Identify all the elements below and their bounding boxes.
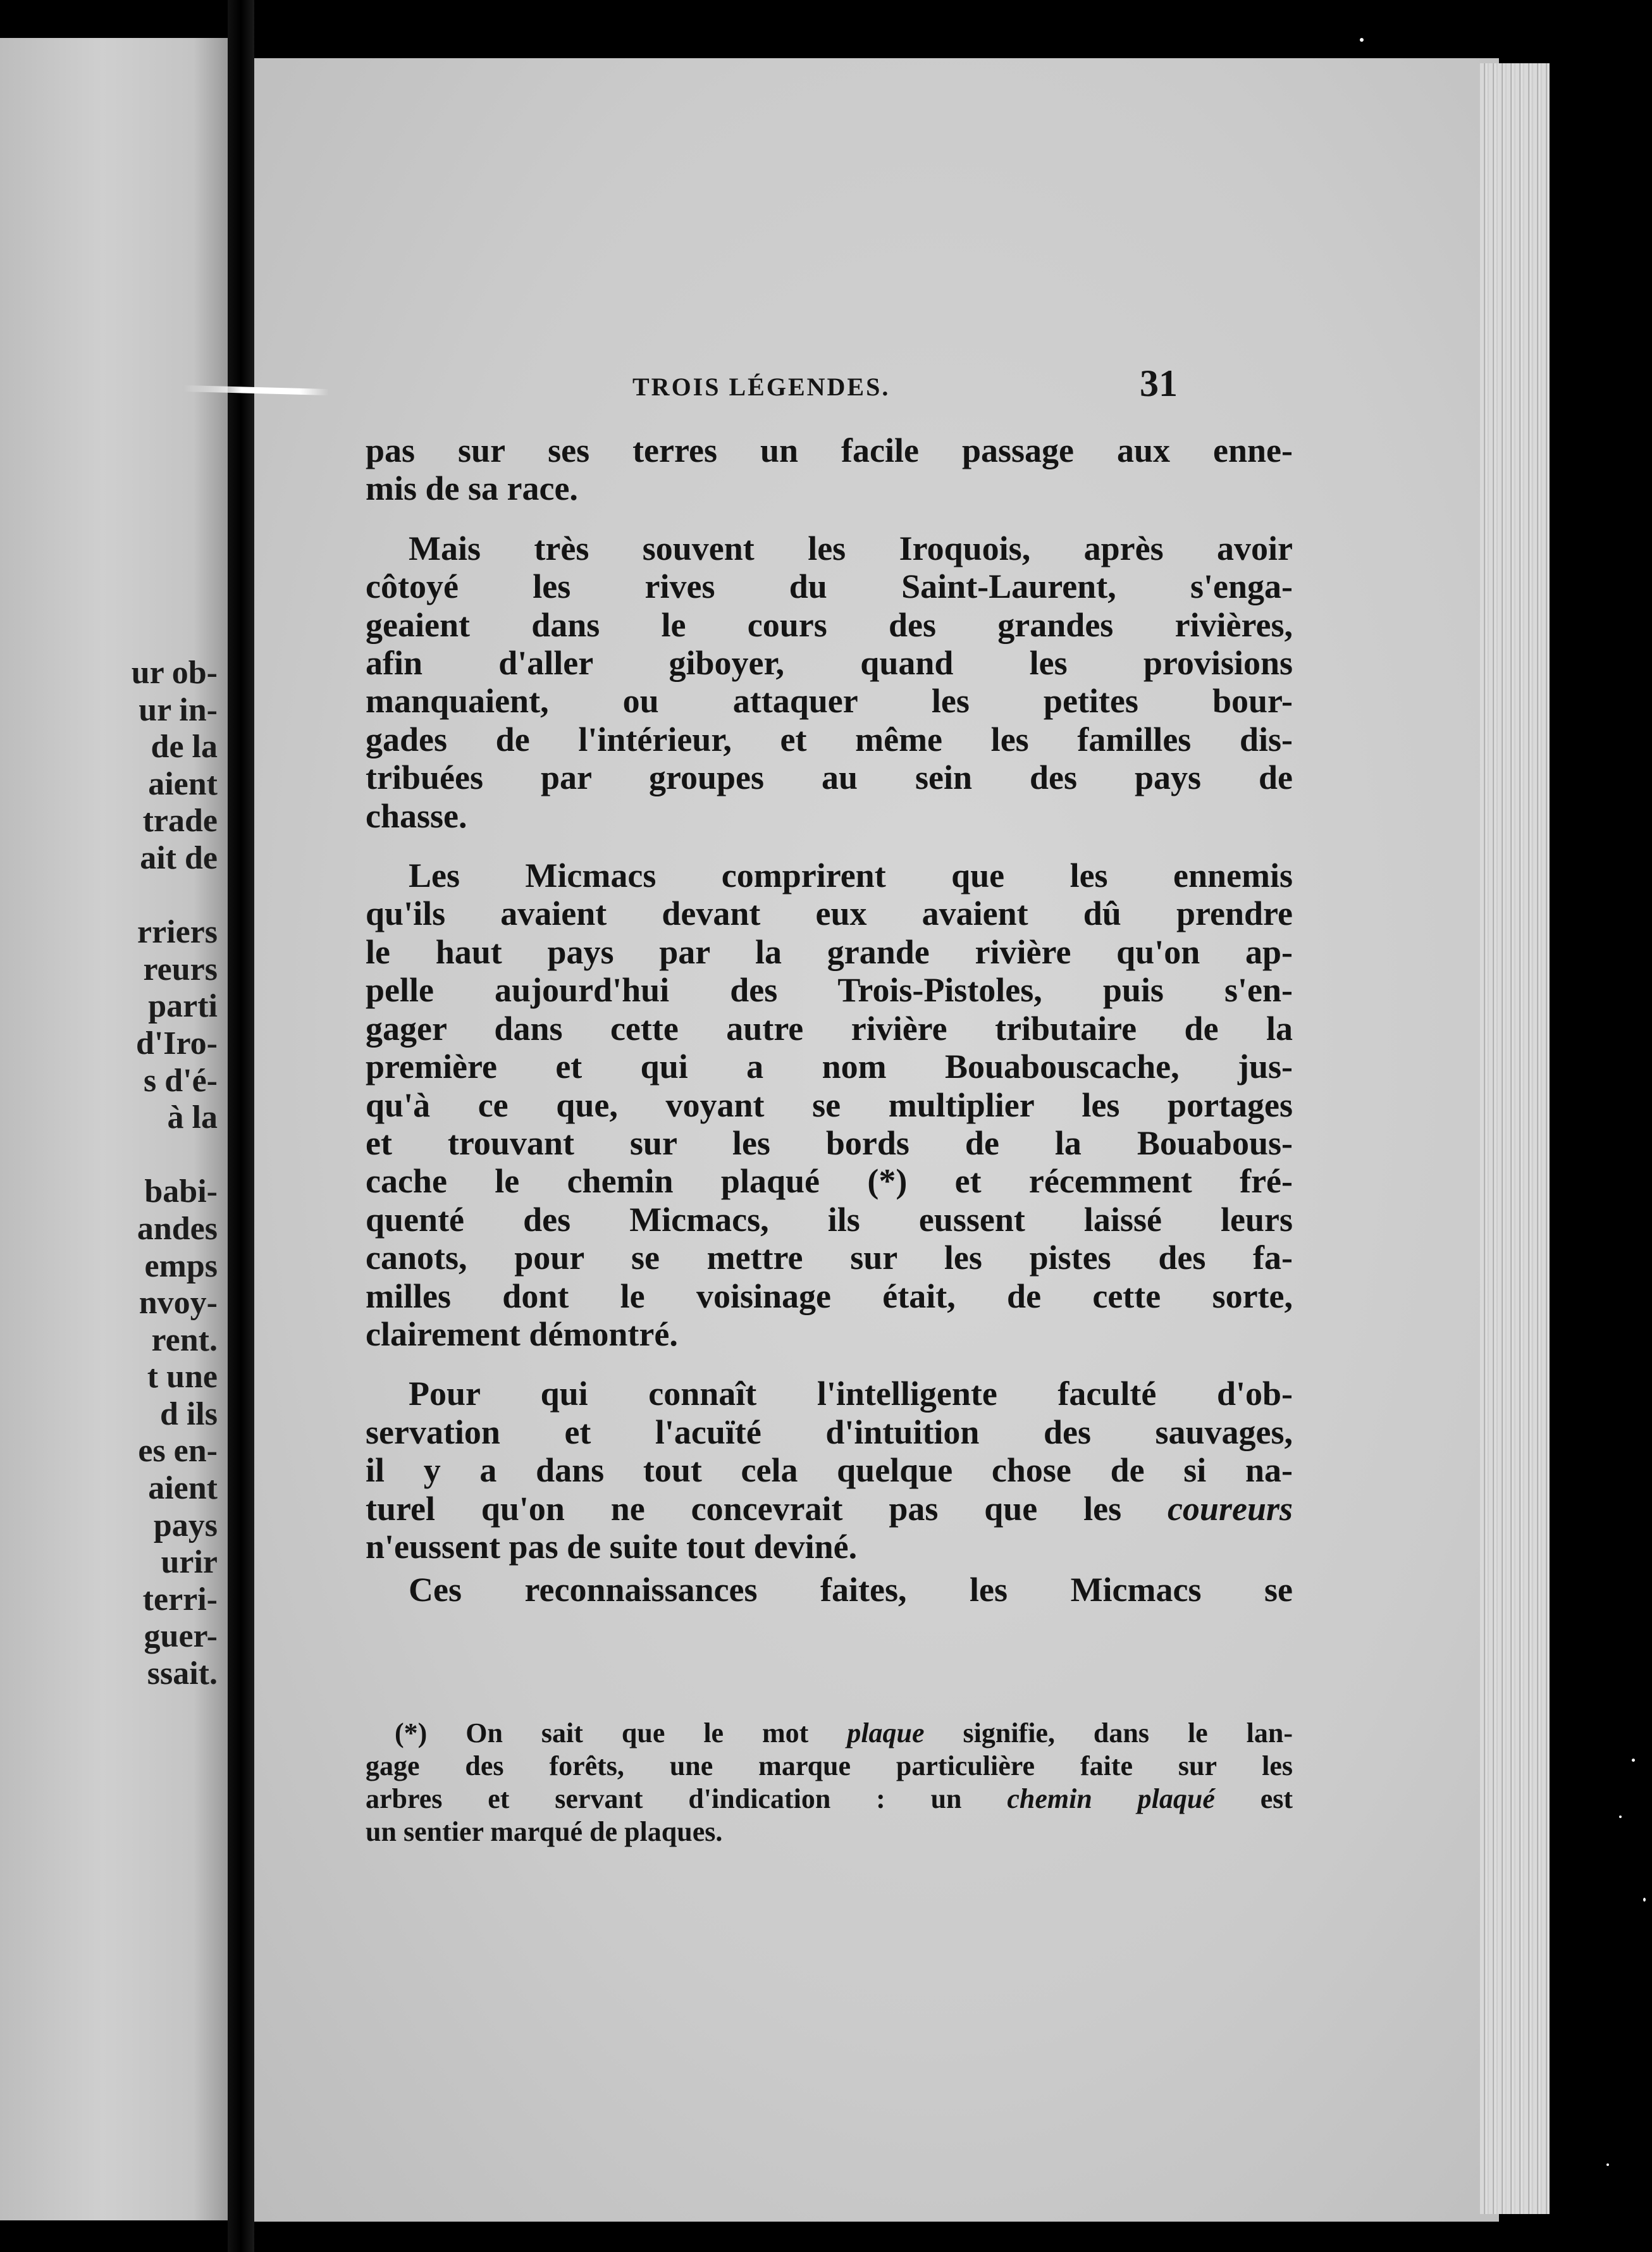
left-page-line: ait de	[140, 839, 218, 876]
right-page	[254, 58, 1499, 2222]
running-title: TROIS LÉGENDES.	[632, 373, 891, 401]
text-line: le haut pays par la grande rivière qu'on ap-	[366, 932, 1293, 971]
left-page-line: s d'é-	[144, 1062, 218, 1099]
left-page-text	[0, 655, 218, 1693]
line-gap	[0, 877, 218, 915]
text-line: gager dans cette autre rivière tributaire de la	[366, 1009, 1293, 1048]
text-line: chasse.	[366, 796, 467, 835]
left-page-line: guer-	[144, 1618, 218, 1655]
text-line: clairement démontré.	[366, 1315, 678, 1353]
text-line: gades de l'intérieur, et même les familles dis-	[366, 720, 1293, 758]
left-page-line: ur in-	[139, 691, 218, 728]
left-page-line: terri-	[142, 1581, 218, 1618]
text-segment: (*) On sait que le mot	[395, 1717, 809, 1748]
left-page-line: trade	[142, 803, 218, 839]
footnote	[366, 1717, 1293, 1848]
scan-speck	[1619, 1816, 1622, 1818]
text-line: servation et l'acuïté d'intuition des sauvages,	[366, 1413, 1293, 1451]
left-page-line: reurs	[143, 951, 218, 987]
left-page-line: urir	[161, 1544, 218, 1581]
left-page-line: rriers	[137, 914, 218, 951]
text-line: quenté des Micmacs, ils eussent laissé leurs	[366, 1200, 1293, 1239]
left-page-line: nvoy-	[139, 1285, 218, 1321]
left-page-line: aient	[148, 765, 218, 802]
paragraph-3	[366, 857, 1293, 1353]
text-line: afin d'aller giboyer, quand les provisions	[366, 644, 1293, 683]
left-page-line: andes	[137, 1210, 218, 1247]
text-line: il y a dans tout cela quelque chose de si na-	[366, 1451, 1293, 1490]
text-line: Ces reconnaissances faites, les Micmacs se	[409, 1571, 1293, 1609]
footnote-line	[366, 1717, 1293, 1750]
left-page-line: d ils	[159, 1395, 218, 1432]
left-page-line: rent.	[151, 1321, 218, 1358]
text-line: et trouvant sur les bords de la Bouabous-	[366, 1123, 1293, 1162]
text-line: cache le chemin plaqué (*) et récemment fré-	[366, 1162, 1293, 1201]
scan-speck	[1643, 1898, 1646, 1902]
body-text	[366, 431, 1293, 1609]
left-page-line: d'Iro-	[135, 1025, 218, 1061]
text-line: milles dont le voisinage était, de cette sorte,	[366, 1277, 1293, 1315]
paragraph-5	[366, 1571, 1293, 1609]
line-gap	[0, 1137, 218, 1174]
text-line: première et qui a nom Bouabouscache, jus-	[366, 1048, 1293, 1086]
left-page-line: à la	[167, 1099, 218, 1136]
scan-speck	[1360, 38, 1364, 42]
left-page-line: es en-	[138, 1433, 218, 1469]
text-line: Mais très souvent les Iroquois, après avoir	[409, 529, 1293, 567]
text-line: geaient dans le cours des grandes rivières,	[366, 605, 1293, 644]
left-page-line: emps	[144, 1247, 218, 1284]
paragraph-4	[366, 1375, 1293, 1566]
text-line: manquaient, ou attaquer les petites bour-	[366, 682, 1293, 721]
scan-speck	[1632, 1759, 1635, 1762]
page-header	[254, 363, 1222, 414]
left-page-line: aient	[148, 1470, 218, 1507]
left-page-line: babi-	[144, 1173, 218, 1210]
text-line: qu'à ce que, voyant se multiplier les portages	[366, 1086, 1293, 1124]
text-line: Pour qui connaît l'intelligente faculté d'ob-	[409, 1375, 1293, 1413]
text-line: tribuées par groupes au sein des pays de	[366, 758, 1293, 797]
text-line: Les Micmacs comprirent que les ennemis	[409, 857, 1293, 895]
text-segment: arbres et servant d'indication : un	[366, 1783, 962, 1814]
paragraph-2	[366, 529, 1293, 835]
footnote-line	[366, 1783, 1293, 1816]
text-line: qu'ils avaient devant eux avaient dû prendre	[366, 894, 1293, 933]
left-page-line: ur ob-	[131, 655, 218, 691]
left-page-line: t une	[147, 1359, 218, 1395]
page-stack-edge	[1480, 63, 1550, 2214]
text-line: côtoyé les rives du Saint-Laurent, s'enga-	[366, 567, 1293, 606]
text-line: canots, pour se mettre sur les pistes des fa-	[366, 1239, 1293, 1277]
left-facing-page	[0, 38, 228, 2220]
text-line: n'eussent pas de suite tout deviné.	[366, 1527, 858, 1566]
footnote-line: un sentier marqué de plaques.	[366, 1816, 723, 1847]
left-page-line: ssait.	[147, 1655, 218, 1692]
text-line: pelle aujourd'hui des Trois-Pistoles, puis s'en-	[366, 971, 1293, 1010]
left-page-line: de la	[151, 729, 218, 765]
text-segment: signifie, dans le lan-	[963, 1717, 1293, 1748]
scan-speck	[1606, 2163, 1609, 2166]
page-number: 31	[1140, 362, 1178, 404]
italic-word: plaque	[847, 1717, 925, 1748]
left-page-line: pays	[153, 1507, 218, 1544]
text-line: pas sur ses terres un facile passage aux enne-	[366, 431, 1293, 469]
italic-word: coureurs	[1167, 1489, 1293, 1528]
book-gutter	[228, 0, 254, 2252]
text-segment: turel qu'on ne concevrait pas que les	[366, 1489, 1122, 1528]
text-line: mis de sa race.	[366, 469, 578, 508]
paragraph-1	[366, 431, 1293, 508]
text-line	[366, 1490, 1293, 1528]
left-page-line: parti	[148, 988, 218, 1025]
italic-word: chemin plaqué	[1007, 1783, 1215, 1814]
text-segment: est	[1260, 1783, 1293, 1814]
footnote-line: gage des forêts, une marque particulière faite sur les	[366, 1750, 1293, 1781]
